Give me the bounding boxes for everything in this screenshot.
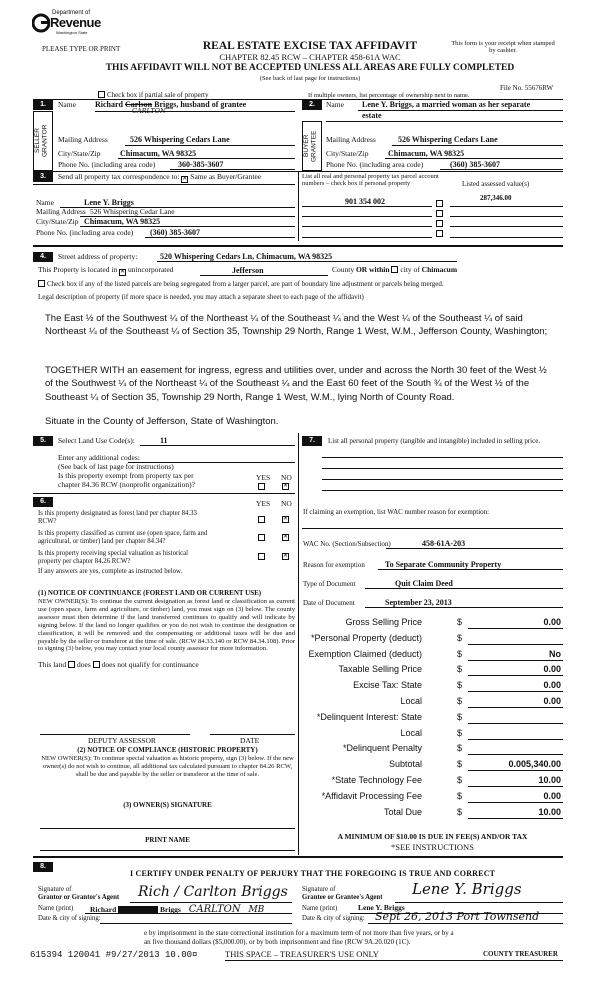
current-use-q1: Is this property classified as current use (open space, farm and [38,530,208,537]
finance-label: *Affidavit Processing Fee [321,790,422,801]
personal-property-label: List all personal property (tangible and intangible) included in selling price. [328,437,541,445]
does-checkbox[interactable] [68,661,75,668]
exempt-yes-checkbox[interactable] [258,483,265,490]
finance-label: Excise Tax: State [353,680,422,691]
finance-value[interactable]: 0.00 [543,680,561,691]
forest-no-checkbox[interactable]: ✕ [283,516,289,522]
seller-name-correction: CARLTON [132,107,166,115]
finance-dollar-sign: $ [457,775,463,785]
section-1-badge: 1. [33,100,53,110]
finance-row [300,680,565,692]
buyer-city[interactable]: Chimacum, WA 98325 [388,149,465,158]
deputy-assessor-label: DEPUTY ASSESSOR [88,736,156,745]
finance-label: *Delinquent Penalty [342,743,422,754]
parcel-pp-checkbox-1[interactable] [436,200,443,207]
reason-label: Reason for exemption [303,561,365,569]
grantor-signature[interactable]: Rich / Carlton Briggs [138,884,288,900]
section-5-badge: 5. [33,436,53,446]
city-name: Chimacum [421,265,458,274]
grantor-print-label: Name (print) [38,905,74,912]
additional-codes-label: Enter any additional codes: [58,453,140,462]
finance-label: *Personal Property (deduct) [310,632,422,643]
finance-dollar-sign: $ [457,743,463,754]
finance-row [300,696,565,708]
parcels-label: List all real and personal property tax parcel account numbers – check box if personal property [302,173,439,188]
sec3-name-label: Name [36,198,54,207]
continuance-title: (1) NOTICE OF CONTINUANCE (FOREST LAND OR CURRENT USE) [38,589,262,597]
sec6-no: NO [281,499,292,508]
reason-value[interactable]: To Separate Community Property [385,560,502,569]
exempt-no-checkbox[interactable]: ✕ [283,483,289,489]
doc-type-label: Type of Document [303,580,356,588]
finance-row [300,664,565,676]
grantor-date-label: Date & city of signing: [38,915,101,922]
send-correspondence: Send all property tax correspondence to: ✕ Same as Buyer/Grantee [58,172,262,182]
any-yes: If any answers are yes, complete as instructed below. [38,568,183,575]
print-name-label: PRINT NAME [145,836,190,844]
wac-number[interactable]: 458-61A-203 [422,539,466,548]
finance-dollar-sign: $ [457,696,463,706]
sec3-addr[interactable]: 526 Whispering Cedar Lane [90,207,175,216]
forest-q1: Is this property designated as forest land per chapter 84.33 [38,510,197,517]
partial-sale-checkbox[interactable] [98,91,105,98]
section-7-badge: 7. [302,436,322,446]
sec3-city[interactable]: Chimacum, WA 98325 [84,217,161,226]
finance-row [300,649,565,661]
current-use-no-checkbox[interactable]: ✕ [283,534,289,540]
minimum-line1: A MINIMUM OF $10.00 IS DUE IN FEE(S) AND/OR TAX [337,832,528,841]
seller-name-struck: Carlson [125,100,153,109]
historic-title: (2) NOTICE OF COMPLIANCE (HISTORIC PROPERTY) [77,746,258,754]
finance-label: Local [400,696,422,706]
dor-logo-icon [32,12,50,34]
finance-label: *State Technology Fee [331,775,422,785]
dept-line1: Department of [52,10,91,16]
grantee-signature[interactable]: Lene Y. Briggs [412,880,522,898]
street-label: Street address of property: [58,252,138,261]
please-type: PLEASE TYPE OR PRINT [42,45,121,53]
land-qualify-row: This land does does not qualify for continuance [38,660,199,669]
finance-value[interactable]: 0.00 [543,696,561,706]
exempt-q2: chapter 84.36 RCW (nonprofit organization)? [58,480,195,489]
treasurer-space: THIS SPACE – TREASURER'S USE ONLY [225,949,379,959]
current-use-q2: agricultural, or timber) land per chapter 84.34? [38,538,166,545]
see-back: (See back of last page for instructions) [259,75,361,82]
finance-row [300,807,565,819]
dor-logo [32,10,114,38]
finance-row [300,712,565,724]
parcel-number[interactable]: 901 354 002 [345,197,385,206]
finance-label: Exemption Claimed (deduct) [308,648,422,659]
finance-dollar-sign: $ [457,806,463,817]
parcel-pp-checkbox-3[interactable] [436,220,443,227]
grantee-sig-label2: Grantee or Grantee's Agent [302,894,383,901]
section-4-badge: 4. [33,252,53,262]
buyer-phone-label: Phone No. (including area code) [326,160,424,169]
buyer-addr-label: Mailing Address [326,135,376,144]
sec5-no: NO [281,473,292,482]
finance-label: Gross Selling Price [345,617,422,627]
doc-date-value[interactable]: September 23, 2013 [385,598,452,607]
continuance-text: NEW OWNER(S): To continue the current designation as forest land or classification as current use (open space, farm and agriculture, or timber) land, you must sign on (3) below. The county assessor must then determine if the land transferred continues to qualify and will indicate by signing below. If the land no longer qualifies or you do not wish to continue the designation or classification, it will be removed and the compensating or additional taxes will be due and payable by the seller or transferor at the time of sale. (RCW 84.33.140 or RCW 84.34.108). Prior to signing (3) below, you may contact your local county assessor for more information. [38,598,295,653]
file-no: File No. 55676RW [500,84,554,92]
finance-dollar-sign: $ [457,711,463,722]
owner-signature-label: (3) OWNER(S) SIGNATURE [123,801,212,809]
street-address[interactable]: 520 Whispering Cedars Ln, Chimacum, WA 98325 [160,252,333,261]
form-title: REAL ESTATE EXCISE TAX AFFIDAVIT [202,40,418,52]
located-row: This Property is located in ✕ unincorporated [38,265,174,275]
buyer-phone[interactable]: (360) 385-3607 [450,160,500,169]
seller-city[interactable]: Chimacum, WA 98325 [120,149,197,158]
forest-q2: RCW? [38,518,57,525]
county-city-row: County OR within city of Chimacum [332,265,458,274]
county-treasurer: COUNTY TREASURER [483,950,558,958]
seller-phone[interactable]: 360-385-3607 [178,160,224,169]
finance-value[interactable]: 0.00 [543,617,561,627]
finance-label: Taxable Selling Price [338,664,422,675]
sec5-yes: YES [256,473,271,482]
county-name[interactable]: Jefferson [232,266,264,275]
historic-yes-checkbox[interactable] [258,553,265,560]
does-not-checkbox[interactable] [93,661,100,668]
seller-addr-label: Mailing Address [58,135,108,144]
grantor-sig-label1: Signature of [38,886,72,893]
finance-dollar-sign: $ [457,617,463,627]
current-use-yes-checkbox[interactable] [258,534,265,541]
segregated-checkbox[interactable] [38,280,45,287]
sec6-yes: YES [256,499,271,508]
finance-row [300,791,565,803]
grantor-sig-label2: Grantor or Grantor's Agent [38,894,120,901]
legal-description-p1: The East ½ of the Southwest ¼ of the Northeast ¼ of the Southeast ¼ and the West ¼ of the Southeast ¼ of said Northeast ¼ of the Southeast ¼ of Section 35, Township 29 North, Range 1 West, W.M., Jefferson County, Washington; [45,313,548,338]
form-warning: THIS AFFIDAVIT WILL NOT BE ACCEPTED UNLESS ALL AREAS ARE FULLY COMPLETED [105,63,515,73]
buyer-name-line2[interactable]: estate [362,111,382,120]
sec5-see-back: (See back of last page for instructions) [58,462,174,471]
finance-value[interactable]: No [549,648,561,659]
buyer-city-label: City/State/Zip [326,149,369,158]
parcel-pp-checkbox-4[interactable] [436,230,443,237]
grantee-print-name[interactable]: Lene Y. Briggs [358,903,405,912]
sec3-name[interactable]: Lene Y. Briggs [84,198,134,207]
partial-sale[interactable] [98,91,208,99]
finance-dollar-sign: $ [457,648,463,659]
buyer-name-label: Name [326,100,344,109]
legal-label: Legal description of property (if more space is needed, you may attach a separate sheet to each page of the affidavit) [38,293,364,301]
doc-type-value[interactable]: Quit Claim Deed [395,579,453,588]
receipt-note: This form is your receipt when stamped by cashier. [451,40,555,55]
buyer-addr[interactable]: 526 Whispering Cedars Lane [398,135,498,144]
legal-description-p3: Situate in the County of Jefferson, State of Washington. [45,416,279,427]
grantee-date-label: Date & city of signing: [302,915,365,922]
grantee-print-label: Name (print) [302,905,338,912]
city-checkbox[interactable] [391,266,398,273]
section-8-badge: 8. [33,862,53,872]
forest-yes-checkbox[interactable] [258,516,265,523]
finance-value[interactable]: 10.00 [538,806,561,817]
finance-dollar-sign: $ [457,664,463,675]
assessed-label: Listed assessed value(s) [462,180,530,188]
penalty-line1: e by imprisonment in the state correctional institution for a maximum term of not more than five years, or by a [144,929,454,937]
multiple-owners: If multiple owners, list percentage of ownership next to name. [308,92,470,99]
seller-name-label: Name [58,100,76,109]
minimum-line2: *SEE INSTRUCTIONS [391,842,474,852]
partial-sale-label: Check box if partial sale of property [107,91,209,99]
buyer-side-label: BUYER GRANTEE [302,121,322,171]
penalty-line2: an five thousand dollars ($5,000.00), or by both imprisonment and fine (RCW 9A.20.020 (1C). [144,938,411,946]
land-use-code[interactable]: 11 [160,436,168,445]
sec3-city-label: City/State/Zip [36,217,79,226]
land-use-label: Select Land Use Code(s): [58,436,135,445]
finance-dollar-sign: $ [457,632,463,643]
wac-label: WAC No. (Section/Subsection) [303,540,391,548]
historic-no-checkbox[interactable]: ✕ [283,553,289,559]
same-as-buyer-checkbox[interactable]: ✕ [182,176,188,182]
redaction-bar [118,906,158,913]
finance-row [300,633,565,645]
finance-dollar-sign: $ [457,790,463,801]
dept-line3: Washington State [56,30,88,35]
cashier-stamp: 615394 120041 #9/27/2013 10.00¤ [30,950,198,960]
seller-phone-label: Phone No. (including area code) [58,160,156,169]
sec3-phone-label: Phone No. (including area code) [36,228,134,237]
grantee-sig-label1: Signature of [302,886,336,893]
legal-description-p2: TOGETHER WITH an easement for ingress, egress and utilities over, under and across the North 30 feet of the West ½ of the Southwest ¼ of the Northeast ¼ of the Southeast ¼ and the East 60 feet of the South ¾ of the West ½ of the Southeast ¼ of Section 35, Township 29 North, Range 1 West, W.M., lying North of County Road. [45,365,547,403]
grantor-print-name[interactable]: Richard Briggs CARLTON MB [90,904,265,915]
seller-city-label: City/State/Zip [58,149,101,158]
historic-q2: property per chapter 84.26 RCW? [38,558,131,565]
parcel-pp-checkbox-2[interactable] [436,210,443,217]
seller-side-label: SELLER GRANTOR [33,111,53,171]
finance-label: *Delinquent Interest: State [316,711,422,722]
seller-addr[interactable]: 526 Whispering Cedars Lane [130,135,230,144]
section-2-badge: 2. [302,100,322,110]
dept-line2: Revenue [50,15,101,30]
historic-text: NEW OWNER(S): To continue special valuation as historic property, sign (3) below. If the new owner(s) do not wish to continue, all additional tax calculated pursuant to chapter 84.26 RCW, shall be due and payable by the seller or transferor at the time of sale. [41,755,294,778]
section-6-badge: 6. [33,497,53,507]
historic-q1: Is this property receiving special valuation as historical [38,550,189,557]
finance-value[interactable]: 10.00 [538,775,561,785]
segregated-row: Check box if any of the listed parcels are being segregated from a larger parcel, are part of boundary line adjustment or parcels being merged. [38,280,444,288]
finance-dollar-sign: $ [457,680,463,691]
finance-row [300,775,565,787]
doc-date-label: Date of Document [303,599,355,607]
sec3-addr-label: Mailing Address [36,207,86,216]
exempt-q1: Is this property exempt from property tax per [58,471,194,480]
unincorporated-checkbox[interactable]: ✕ [120,269,126,275]
section-3-badge: 3. [33,172,53,182]
finance-value[interactable]: 0.00 [543,664,561,675]
finance-label: Total Due [383,806,422,817]
finance-row [300,759,565,771]
buyer-name-line1[interactable]: Lene Y. Briggs, a married woman as her separate [362,100,531,109]
finance-dollar-sign: $ [457,759,463,770]
finance-row [300,728,565,740]
sec3-phone[interactable]: (360) 385-3607 [150,228,200,237]
finance-row [300,617,565,629]
finance-value[interactable]: 0.00 [543,790,561,801]
finance-row [300,743,565,755]
grantee-date-city[interactable]: Sept 26, 2013 Port Townsend [375,910,540,923]
exemption-claim-label: If claiming an exemption, list WAC number reason for exemption: [303,508,490,516]
finance-label: Subtotal [388,759,422,770]
seller-name[interactable]: Richard Carlson Briggs, husband of grantee [95,100,247,109]
form-chapters: CHAPTER 82.45 RCW – CHAPTER 458-61A WAC [219,52,401,62]
finance-label: Local [400,727,422,738]
certify-text: I CERTIFY UNDER PENALTY OF PERJURY THAT THE FOREGOING IS TRUE AND CORRECT [130,869,496,878]
deputy-date-label: DATE [240,736,260,745]
finance-dollar-sign: $ [457,727,463,738]
finance-value[interactable]: 0.005,340.00 [508,759,561,770]
assessed-value[interactable]: 287,346.00 [480,194,512,202]
